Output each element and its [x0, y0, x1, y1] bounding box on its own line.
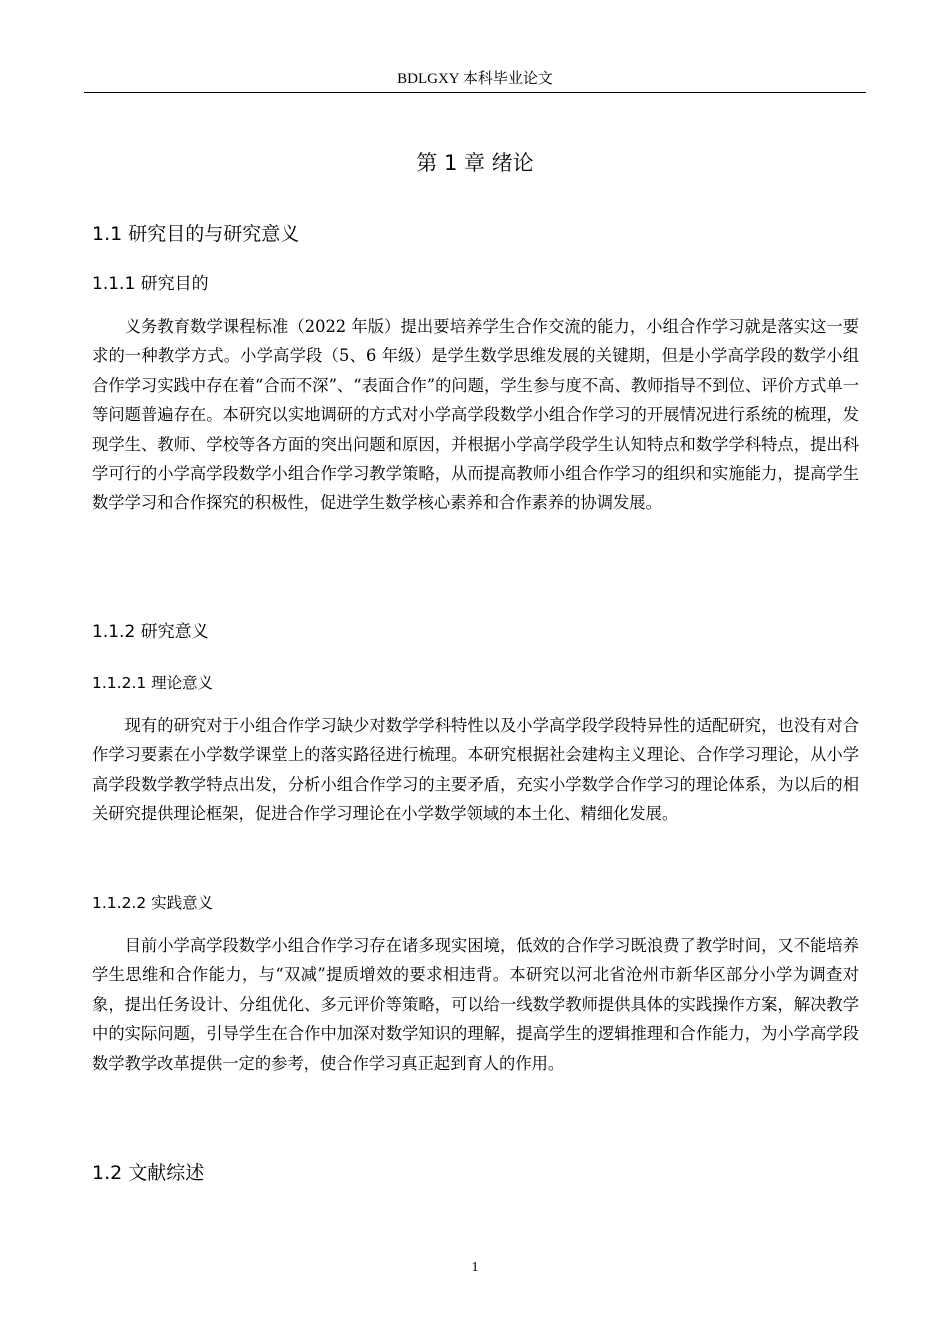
section-heading-1-1-2: 1.1.2 研究意义: [92, 622, 209, 642]
section-heading-1-1-2-2: 1.1.2.2 实践意义: [92, 894, 214, 912]
paragraph-research-purpose: 义务教育数学课程标准（2022 年版）提出要培养学生合作交流的能力，小组合作学习就是落实这一要求的一种教学方式。小学高学段（5、6 年级）是学生数学思维发展的关键期，但是小学高学段的数学小组合作学习实践中存在着“合而不深”、“表面合作”的问题，学生参与度不高、教师指导不到位、评价方式单一等问题普遍存在。本研究以实地调研的方式对小学高学段数学小组合作学习的开展情况进行系统的梳理，发现学生、教师、学校等各方面的突出问题和原因，并根据小学高学段学生认知特点和数学学科特点，提出科学可行的小学高学段数学小组合作学习教学策略，从而提高教师小组合作学习的组织和实施能力，提高学生数学学习和合作探究的积极性，促进学生数学核心素养和合作素养的协调发展。: [92, 317, 859, 513]
paragraph-theoretical-significance: 现有的研究对于小组合作学习缺少对数学学科特性以及小学高学段学段特异性的适配研究，也没有对合作学习要素在小学数学课堂上的落实路径进行梳理。本研究根据社会建构主义理论、合作学习理论，从小学高学段数学教学特点出发，分析小组合作学习的主要矛盾，充实小学数学合作学习的理论体系，为以后的相关研究提供理论框架，促进合作学习理论在小学数学领域的本土化、精细化发展。: [92, 716, 859, 824]
page-number: 1: [471, 1260, 479, 1275]
section-heading-1-2: 1.2 文献综述: [92, 1162, 205, 1184]
chapter-title: 第 1 章 绪论: [416, 151, 534, 175]
paragraph-practical-significance: 目前小学高学段数学小组合作学习存在诸多现实困境，低效的合作学习既浪费了教学时间，又不能培养学生思维和合作能力，与“双减”提质增效的要求相违背。本研究以河北省沧州市新华区部分小学为调查对象，提出任务设计、分组优化、多元评价等策略，可以给一线数学教师提供具体的实践操作方案，解决教学中的实际问题，引导学生在合作中加深对数学知识的理解，提高学生的逻辑推理和合作能力，为小学高学段数学教学改革提供一定的参考，使合作学习真正起到育人的作用。: [92, 936, 859, 1073]
section-heading-1-1: 1.1 研究目的与研究意义: [92, 223, 300, 245]
section-heading-1-1-2-1: 1.1.2.1 理论意义: [92, 674, 214, 692]
section-heading-1-1-1: 1.1.1 研究目的: [92, 274, 209, 294]
page-header: BDLGXY 本科毕业论文: [84, 66, 866, 93]
